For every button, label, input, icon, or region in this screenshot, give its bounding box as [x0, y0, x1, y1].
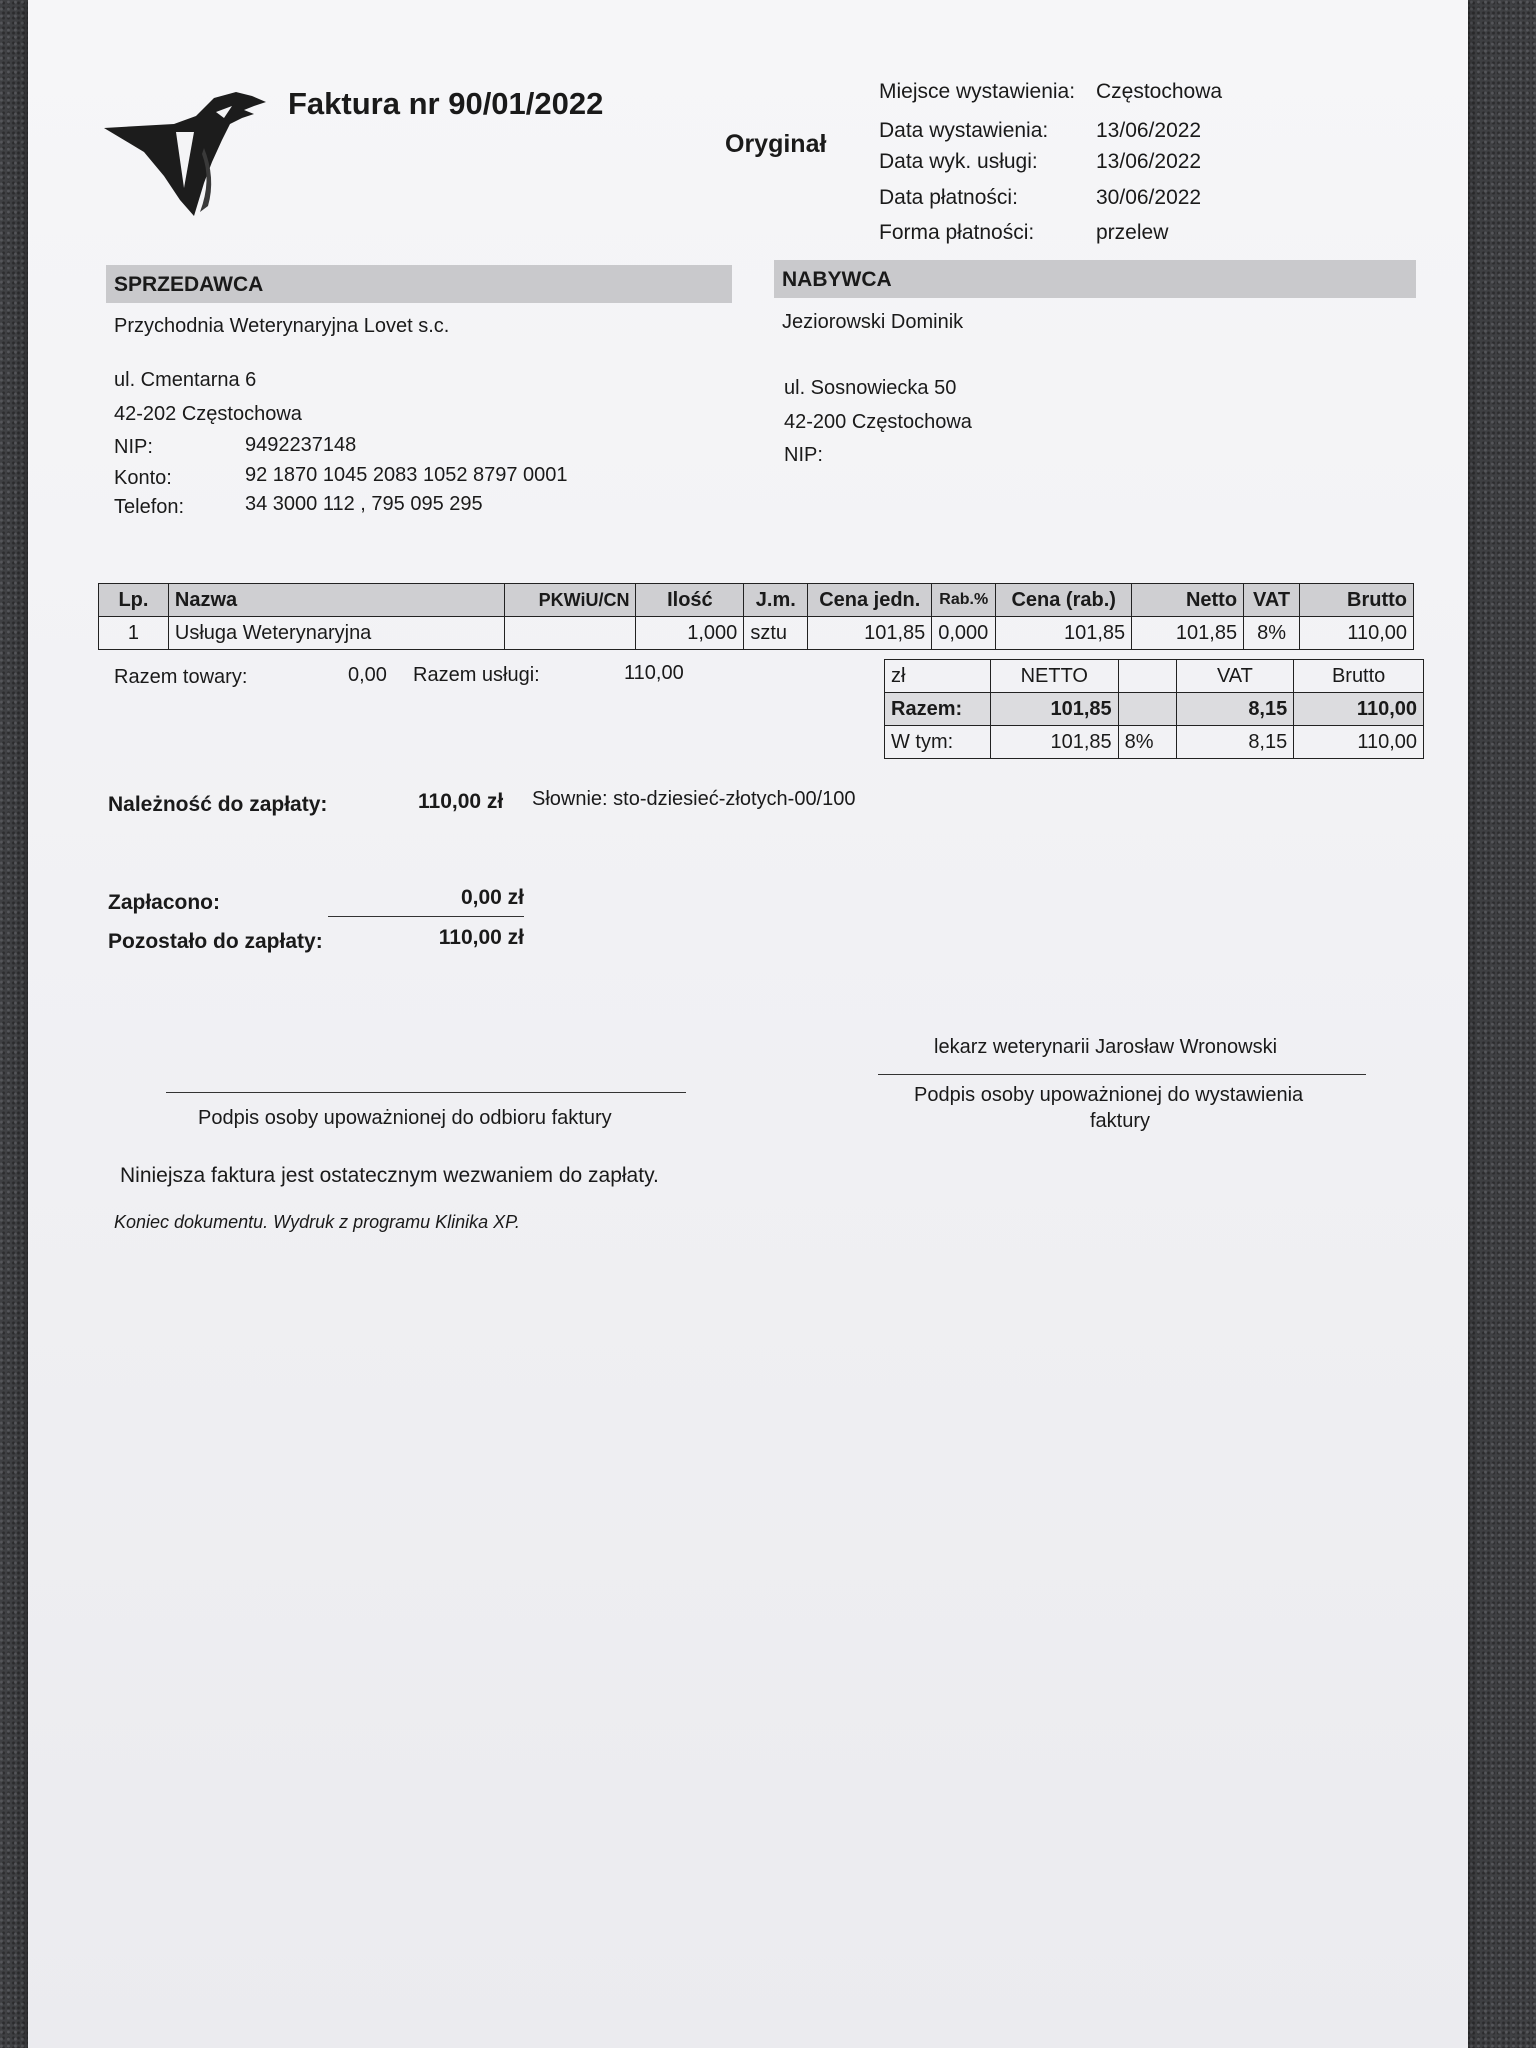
cell-discounted-price: 101,85 [996, 617, 1132, 650]
col-header-unit: J.m. [744, 584, 808, 617]
table-row [99, 617, 1414, 650]
buyer-name: Jeziorowski Dominik [782, 311, 964, 333]
issuer-signature-line [878, 1074, 1366, 1075]
buyer-street: ul. Sosnowiecka 50 [784, 377, 957, 399]
summary-incl-vat: 8,15 [1176, 726, 1294, 759]
buyer-nip-label: NIP: [784, 444, 823, 466]
amount-due-value: 110,00 zł [418, 790, 504, 813]
seller-account: 92 1870 1045 2083 1052 8797 0001 [245, 464, 568, 486]
col-header-discount: Rab.% [932, 584, 996, 617]
meta-value-payment-date: 30/06/2022 [1096, 186, 1202, 209]
meta-value-place: Częstochowa [1096, 80, 1223, 103]
col-header-name: Nazwa [168, 584, 504, 617]
clinic-logo-icon [104, 88, 284, 233]
summary-incl-label: W tym: [885, 726, 991, 759]
summary-incl-row [885, 726, 1424, 759]
meta-label-service-date: Data wyk. usługi: [879, 150, 1038, 173]
summary-incl-brutto: 110,00 [1294, 726, 1424, 759]
meta-label-place: Miejsce wystawienia: [879, 80, 1076, 103]
col-header-netto: Netto [1132, 584, 1244, 617]
vat-summary-table [884, 659, 1424, 759]
summary-empty-header [1118, 660, 1176, 693]
summary-vat-header: VAT [1176, 660, 1294, 693]
cell-qty: 1,000 [636, 617, 744, 650]
meta-label-payment-date: Data płatności: [879, 186, 1018, 209]
summary-total-label: Razem: [885, 693, 991, 726]
seller-street: ul. Cmentarna 6 [114, 369, 257, 391]
col-header-unit-price: Cena jedn. [808, 584, 932, 617]
receiver-signature-line [166, 1092, 686, 1093]
seller-nip-label: NIP: [114, 436, 153, 458]
seller-account-label: Konto: [114, 467, 172, 489]
summary-incl-rate: 8% [1118, 726, 1176, 759]
seller-heading: SPRZEDAWCA [114, 273, 264, 296]
buyer-city: 42-200 Częstochowa [784, 411, 972, 433]
items-header-row [99, 584, 1414, 617]
cell-unit-price: 101,85 [808, 617, 932, 650]
meta-label-issue-date: Data wystawienia: [879, 119, 1049, 142]
final-notice: Niniejsza faktura jest ostatecznym wezwaniem do zapłaty. [120, 1164, 659, 1187]
col-header-lp: Lp. [99, 584, 169, 617]
paid-label: Zapłacono: [108, 891, 221, 914]
invoice-page [28, 0, 1468, 2048]
paid-value: 0,00 zł [460, 886, 524, 909]
copy-label: Oryginał [725, 130, 827, 158]
cell-lp: 1 [99, 617, 169, 650]
seller-nip: 9492237148 [245, 434, 357, 456]
cell-pkwiu [504, 617, 636, 650]
summary-total-vat: 8,15 [1176, 693, 1294, 726]
meta-label-payment-method: Forma płatności: [879, 221, 1035, 244]
issuer-caption-line-2: faktury [1090, 1110, 1151, 1132]
seller-phone-label: Telefon: [114, 496, 185, 518]
issuer-name: lekarz weterynarii Jarosław Wronowski [934, 1036, 1278, 1058]
summary-brutto-header: Brutto [1294, 660, 1424, 693]
end-of-document: Koniec dokumentu. Wydruk z programu Klinika XP. [114, 1212, 520, 1232]
services-total-value: 110,00 [624, 662, 684, 684]
receiver-caption: Podpis osoby upoważnionej do odbioru faktury [198, 1107, 612, 1129]
cell-discount: 0,000 [932, 617, 996, 650]
buyer-heading: NABYWCA [782, 268, 892, 291]
goods-total-value: 0,00 [348, 664, 387, 686]
remaining-value: 110,00 zł [438, 926, 524, 949]
buyer-header [774, 260, 1416, 298]
goods-total-label: Razem towary: [114, 666, 248, 688]
services-total-label: Razem usługi: [413, 664, 540, 686]
summary-incl-netto: 101,85 [990, 726, 1118, 759]
cell-vat: 8% [1244, 617, 1300, 650]
remaining-label: Pozostało do zapłaty: [108, 930, 323, 953]
meta-value-payment-method: przelew [1096, 221, 1169, 244]
summary-total-row [885, 693, 1424, 726]
cell-netto: 101,85 [1132, 617, 1244, 650]
summary-header-row [885, 660, 1424, 693]
amount-due-label: Należność do zapłaty: [108, 793, 328, 816]
items-table [98, 583, 1414, 650]
col-header-vat: VAT [1244, 584, 1300, 617]
meta-value-issue-date: 13/06/2022 [1096, 119, 1202, 142]
cell-name: Usługa Weterynaryjna [168, 617, 504, 650]
issuer-caption-line-1: Podpis osoby upoważnionej do wystawienia [914, 1084, 1304, 1106]
col-header-brutto: Brutto [1300, 584, 1414, 617]
invoice-title: Faktura nr 90/01/2022 [288, 86, 604, 121]
summary-total-netto: 101,85 [990, 693, 1118, 726]
paid-underline [328, 916, 524, 917]
seller-city: 42-202 Częstochowa [114, 403, 302, 425]
summary-total-rate [1118, 693, 1176, 726]
summary-currency: zł [885, 660, 991, 693]
col-header-qty: Ilość [636, 584, 744, 617]
summary-total-brutto: 110,00 [1294, 693, 1424, 726]
cell-unit: sztu [744, 617, 808, 650]
seller-header [106, 265, 732, 303]
summary-netto-header: NETTO [990, 660, 1118, 693]
amount-in-words: Słownie: sto-dziesieć-złotych-00/100 [532, 788, 856, 810]
cell-brutto: 110,00 [1300, 617, 1414, 650]
col-header-discounted-price: Cena (rab.) [996, 584, 1132, 617]
meta-value-service-date: 13/06/2022 [1096, 150, 1202, 173]
seller-name: Przychodnia Weterynaryjna Lovet s.c. [114, 315, 450, 337]
col-header-pkwiu: PKWiU/CN [504, 584, 636, 617]
seller-phone: 34 3000 112 , 795 095 295 [245, 493, 483, 515]
